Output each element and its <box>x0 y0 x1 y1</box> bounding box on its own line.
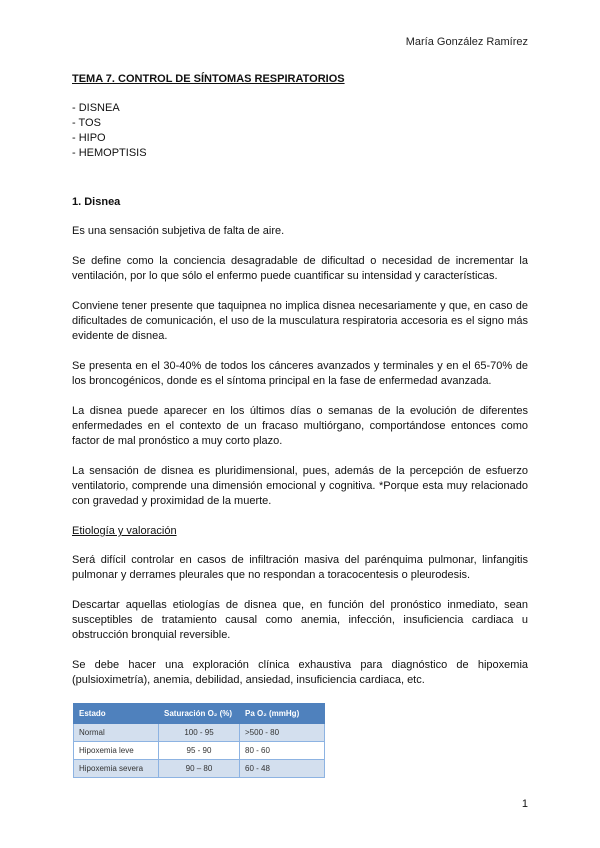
table-cell: Hipoxemia leve <box>74 742 159 760</box>
table-cell: 60 - 48 <box>240 760 325 778</box>
topic-item: - TOS <box>72 117 101 129</box>
table-cell: Hipoxemia severa <box>74 760 159 778</box>
paragraph: La sensación de disnea es pluridimensional, pues, además de la percepción de esfuerzo ventilatorio, comprende una dimensión emocional y cognitiva. *Porque esta muy relacionado con gravedad y proximidad de la muerte. <box>72 465 528 507</box>
table-cell: 90 – 80 <box>159 760 240 778</box>
table-row <box>74 742 325 760</box>
paragraph: Se debe hacer una exploración clínica exhaustiva para diagnóstico de hipoxemia (pulsioximetría), anemia, debilidad, ansiedad, insuficiencia cardiaca, etc. <box>72 659 528 686</box>
table-header-cell: Pa O₂ (mmHg) <box>240 704 325 724</box>
table-header-row <box>74 704 325 724</box>
paragraph: Es una sensación subjetiva de falta de aire. <box>72 225 285 237</box>
table-cell: >500 - 80 <box>240 724 325 742</box>
topic-item: - HIPO <box>72 132 106 144</box>
page-number: 1 <box>521 798 528 810</box>
paragraph: Se presenta en el 30-40% de todos los cánceres avanzados y terminales y en el 65-70% de los broncogénicos, donde es el síntoma principal en la fase de enfermedad avanzada. <box>72 360 528 387</box>
table-cell: 95 - 90 <box>159 742 240 760</box>
paragraph: Se define como la conciencia desagradable de dificultad o necesidad de incrementar la ventilación, por lo que sólo el enfermo puede cuantificar su intensidad y características. <box>72 255 528 282</box>
oxygen-values-table <box>73 703 325 778</box>
paragraph: Será difícil controlar en casos de infiltración masiva del parénquima pulmonar, linfangitis pulmonar y derrames pleurales que no respondan a toracocentesis o pleurodesis. <box>72 554 528 581</box>
topic-list <box>72 101 528 161</box>
topic-item: - DISNEA <box>72 102 120 114</box>
document-body <box>72 72 528 778</box>
table-cell: 100 - 95 <box>159 724 240 742</box>
table-header-cell: Estado <box>74 704 159 724</box>
table-row <box>74 724 325 742</box>
table-row <box>74 760 325 778</box>
topic-item: - HEMOPTISIS <box>72 147 147 159</box>
table-cell: 80 - 60 <box>240 742 325 760</box>
document-title: TEMA 7. CONTROL DE SÍNTOMAS RESPIRATORIOS <box>72 73 345 85</box>
subsection-heading: Etiología y valoración <box>72 525 177 537</box>
paragraph: Descartar aquellas etiologías de disnea que, en función del pronóstico inmediato, sean susceptibles de tratamiento causal como anemia, infección, insuficiencia cardiaca u obstrucción bronquial reversible. <box>72 599 528 641</box>
section-heading: 1. Disnea <box>72 196 121 208</box>
author-name: María González Ramírez <box>405 36 528 48</box>
paragraph: Conviene tener presente que taquipnea no implica disnea necesariamente y que, en caso de dificultades de comunicación, el uso de la musculatura respiratoria accesoria es el signo más evidente de disnea. <box>72 300 528 342</box>
table-header-cell: Saturación O₂ (%) <box>159 704 240 724</box>
table-cell: Normal <box>74 724 159 742</box>
paragraph: La disnea puede aparecer en los últimos días o semanas de la evolución de diferentes enfermedades en el contexto de un fracaso multiórgano, comportándose entonces como factor de mal pronóstico a muy corto plazo. <box>72 405 528 447</box>
